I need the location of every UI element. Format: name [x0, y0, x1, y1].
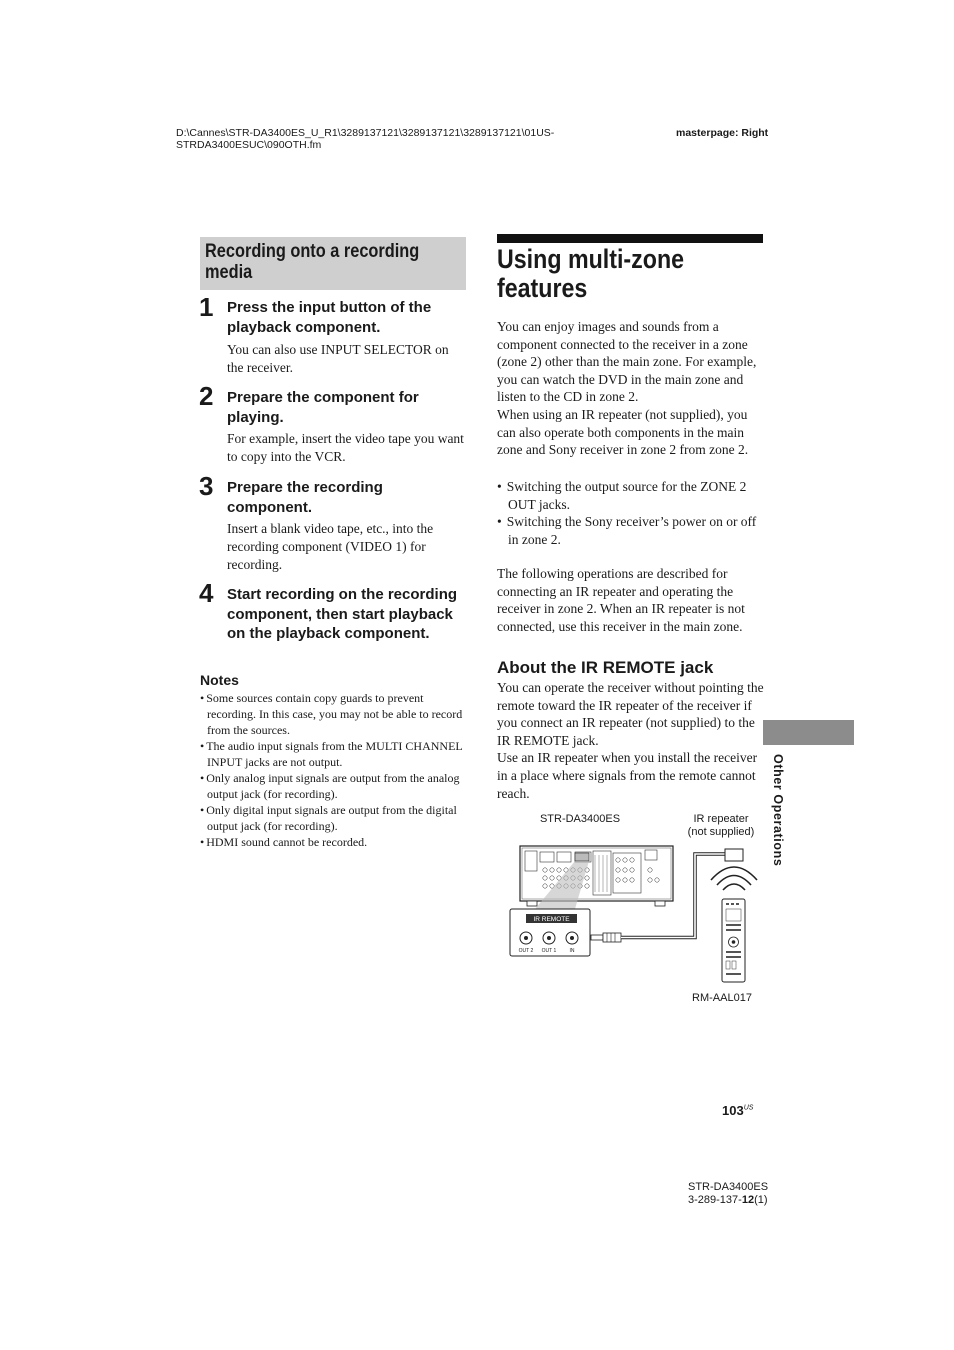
footer-model: STR-DA3400ES	[688, 1181, 769, 1193]
ir-repeater-connection-diagram	[505, 840, 775, 990]
footer-code-bold: 12	[741, 1193, 755, 1206]
intro-text-2: When using an IR repeater (not supplied), you can also operate both components in the main zone and Sony receiver in zone 2 from zone 2.	[497, 406, 749, 458]
step-body: Insert a blank video tape, etc., into the recording component (VIDEO 1) for recording.	[227, 521, 434, 572]
intro-text: You can enjoy images and sounds from a component connected to the receiver in a zone (zone 2) other than the main zone. For example, you can watch the DVD in the main zone and listen to the CD in zone 2.	[497, 319, 757, 405]
remote-control-icon	[722, 899, 745, 982]
step-title: Prepare the recording component.	[227, 479, 383, 516]
step-number: 4	[199, 578, 214, 608]
step-body: For example, insert the video tape you want to copy into the VCR.	[227, 431, 464, 464]
feature-list	[497, 478, 765, 548]
receiver-rear-panel	[520, 846, 673, 906]
section-tab-marker	[763, 720, 854, 745]
section-heading: Recording onto a recording media	[205, 241, 420, 283]
note-item: • Some sources contain copy guards to prevent recording. In this case, you may not be able to record from the sources.	[200, 690, 468, 738]
page-number	[722, 1103, 753, 1118]
repeater-label-line-1: IR repeater	[693, 813, 749, 825]
jack-label: IN	[569, 948, 575, 954]
footer-code-prefix: 3-289-137-	[688, 1193, 742, 1206]
feature-item: • Switching the output source for the ZONE 2 OUT jacks.	[497, 478, 765, 513]
file-path-line-1: D:\Cannes\STR-DA3400ES_U_R1\3289137121\3289137121\3289137121\01US-	[176, 127, 555, 139]
file-path-header	[176, 127, 554, 151]
receiver-label: STR-DA3400ES	[539, 813, 621, 825]
ir-signal-waves	[711, 867, 757, 890]
file-path-line-2: STRDA3400ESUC\090OTH.fm	[176, 139, 322, 151]
step-title: Prepare the component for playing.	[227, 389, 419, 426]
jack-label: OUT 2	[518, 948, 534, 954]
page-title: Using multi-zone features	[497, 244, 685, 303]
section-tab-label: Other Operations	[771, 754, 785, 867]
jack-label: OUT 1	[541, 948, 557, 954]
footer-code	[688, 1194, 768, 1207]
following-paragraph: The following operations are described for connecting an IR repeater and operating the receiver in zone 2. When an IR repeater is not connected, use this receiver in the main zone.	[497, 566, 745, 634]
ir-remote-text-1: You can operate the receiver without pointing the remote toward the IR repeater of the receiver if you connect an IR repeater (not supplied) to the IR REMOTE jack.	[497, 680, 764, 748]
note-item: • Only analog input signals are output from the analog output jack (for recording).	[200, 770, 468, 802]
title-rule	[497, 234, 763, 243]
panel-label: IR REMOTE	[533, 916, 570, 923]
page-number-suffix: US	[743, 1104, 754, 1112]
page-number-value: 103	[722, 1103, 744, 1118]
ir-remote-text-2: Use an IR repeater when you install the receiver in a place where signals from the remote cannot reach.	[497, 750, 758, 801]
repeater-label	[676, 813, 766, 839]
note-item: • Only digital input signals are output from the digital output jack (for recording).	[200, 802, 468, 834]
repeater-label-line-2: (not supplied)	[687, 826, 755, 838]
step-number: 3	[199, 471, 214, 501]
feature-item: • Switching the Sony receiver’s power on or off in zone 2.	[497, 513, 765, 548]
step-number: 1	[199, 292, 214, 322]
intro-paragraph	[497, 318, 765, 459]
ir-repeater	[725, 849, 743, 861]
step-number: 2	[199, 381, 214, 411]
model-footer	[688, 1181, 768, 1206]
step-body: You can also use INPUT SELECTOR on the receiver.	[227, 342, 449, 375]
masterpage-label: masterpage: Right	[676, 127, 769, 139]
note-item: • The audio input signals from the MULTI CHANNEL INPUT jacks are not output.	[200, 738, 468, 770]
ir-remote-paragraph	[497, 679, 765, 802]
footer-code-suffix: (1)	[754, 1193, 768, 1206]
note-item: • HDMI sound cannot be recorded.	[200, 834, 468, 850]
notes-heading: Notes	[200, 672, 239, 688]
step-title: Start recording on the recording component, then start playback on the playback component.	[227, 586, 458, 642]
step-title: Press the input button of the playback component.	[227, 299, 432, 336]
ir-remote-panel	[510, 909, 590, 956]
ir-remote-heading: About the IR REMOTE jack	[497, 658, 714, 677]
remote-label: RM-AAL017	[692, 992, 752, 1004]
notes-list	[200, 690, 468, 850]
